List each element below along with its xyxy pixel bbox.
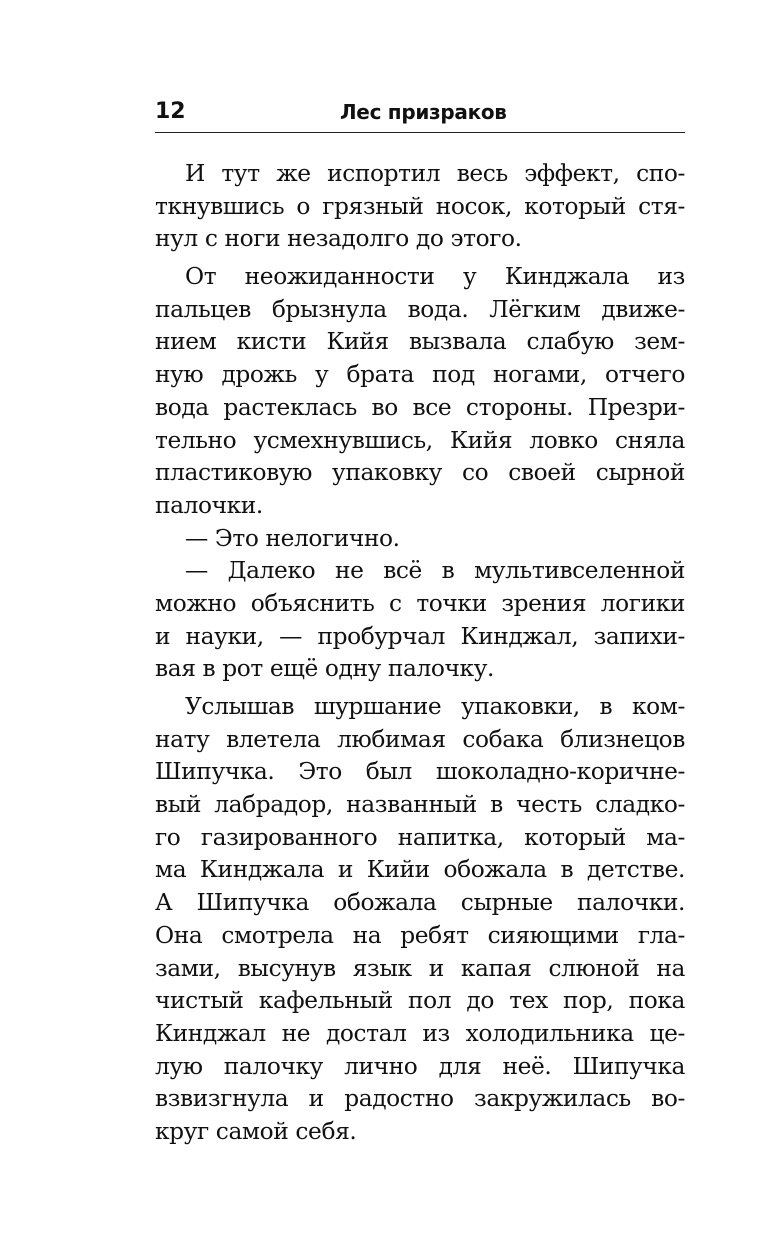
page-number: 12 — [155, 99, 186, 124]
text-line: палочки. — [155, 491, 263, 519]
text-line: тельно усмехнувшись, Кийя ловко сняла — [155, 426, 685, 454]
text-line: пластиковую упаковку со своей сырной — [155, 459, 685, 487]
text-line: вая в рот ещё одну палочку. — [155, 655, 495, 683]
text-line: нул с ноги незадолго до этого. — [155, 225, 522, 253]
text-line: вода растеклась во все стороны. Презри- — [155, 393, 685, 421]
text-line: — Это нелогично. — [185, 524, 400, 552]
text-line: взвизгнула и радостно закружилась во- — [155, 1085, 685, 1113]
text-line: Шипучка. Это был шоколадно-коричне- — [155, 758, 685, 786]
running-title: Лес призраков — [340, 100, 507, 124]
text-line: можно объяснить с точки зрения логики — [155, 589, 685, 617]
text-line: чистый кафельный пол до тех пор, пока — [155, 987, 685, 1015]
text-line: Услышав шуршание упаковки, в ком- — [185, 693, 685, 720]
text-line: нием кисти Кийя вызвала слабую зем- — [155, 328, 685, 356]
page-header — [155, 96, 685, 133]
text-line: зами, высунув язык и капая слюной на — [155, 954, 685, 982]
text-line: го газированного напитка, который ма- — [155, 823, 685, 851]
text-line: ную дрожь у брата под ногами, отчего — [155, 361, 685, 389]
text-line: — Далеко не всё в мультивселенной — [185, 557, 685, 585]
text-line: вый лабрадор, названный в честь сладко- — [155, 791, 685, 819]
text-line: От неожиданности у Кинджала из — [185, 263, 685, 291]
text-line: А Шипучка обожала сырные палочки. — [155, 889, 685, 917]
text-line: лую палочку лично для неё. Шипучка — [155, 1052, 685, 1080]
text-line: нату влетела любимая собака близнецов — [155, 725, 685, 753]
text-line: круг самой себя. — [155, 1117, 357, 1145]
text-line: И тут же испортил весь эффект, спо- — [185, 160, 685, 187]
body-text — [155, 158, 685, 1149]
text-line: ткнувшись о грязный носок, который стя- — [155, 192, 685, 220]
text-line: пальцев брызнула вода. Лёгким движе- — [155, 295, 685, 323]
text-line: Кинджал не достал из холодильника це- — [155, 1019, 685, 1047]
text-line: Она смотрела на ребят сияющими гла- — [155, 921, 685, 949]
text-line: ма Кинджала и Кийи обожала в детстве. — [155, 856, 685, 884]
text-line: и науки, — пробурчал Кинджал, запихи- — [155, 622, 685, 650]
